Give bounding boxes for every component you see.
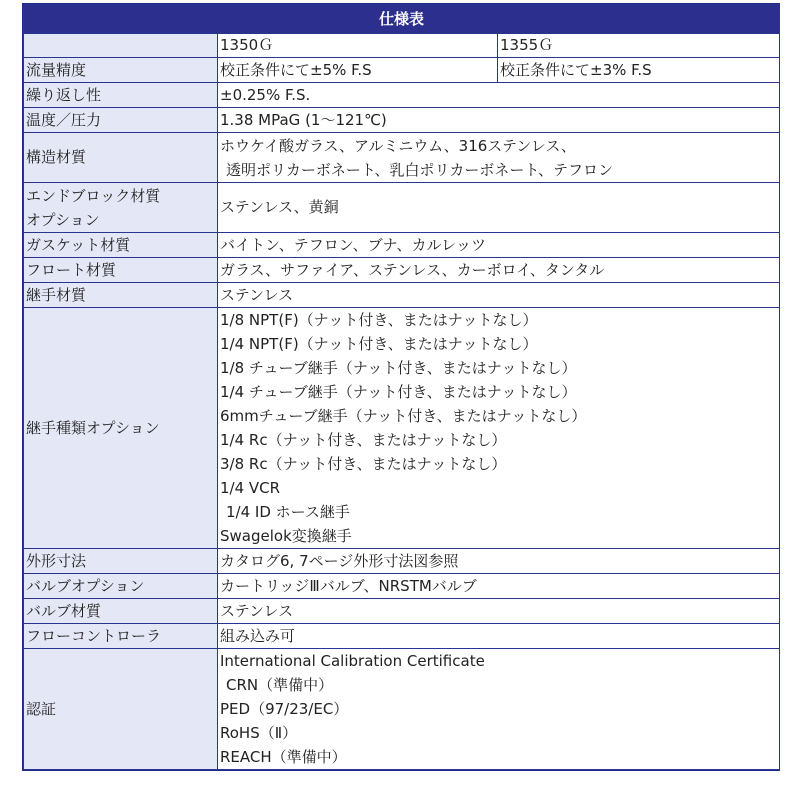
table-row <box>24 258 780 283</box>
end-block-label-line: オプション <box>26 210 100 229</box>
row-label-end-block <box>24 183 218 233</box>
spec-table-frame <box>22 3 780 771</box>
valve-options-value: カートリッジⅢバルブ、NRSTMバルブ <box>218 574 780 599</box>
table-row <box>24 599 780 624</box>
valve-material-value: ステンレス <box>218 599 780 624</box>
row-label-certification: 認証 <box>24 649 218 770</box>
table-row <box>24 58 780 83</box>
table-row <box>24 308 780 549</box>
dimensions-value: カタログ6, 7ページ外形寸法図参照 <box>218 549 780 574</box>
materials-line: ホウケイ酸ガラス、アルミニウム、316ステンレス、 <box>220 136 576 155</box>
fitting-material-value: ステンレス <box>218 283 780 308</box>
spec-table <box>23 4 780 770</box>
table-title: 仕様表 <box>24 5 780 34</box>
table-row <box>24 649 780 770</box>
row-label-repeatability: 繰り返し性 <box>24 83 218 108</box>
gasket-value: バイトン、テフロン、ブナ、カルレッツ <box>218 233 780 258</box>
table-row <box>24 624 780 649</box>
row-label-float: フロート材質 <box>24 258 218 283</box>
table-row <box>24 549 780 574</box>
table-row <box>24 133 780 183</box>
fitting-option-item: 1/8 NPT(F)（ナット付き、またはナットなし） <box>220 311 538 329</box>
table-title-row <box>24 5 780 34</box>
fitting-option-item: 1/8 チューブ継手（ナット付き、またはナットなし） <box>220 359 577 377</box>
fitting-option-item: 1/4 ID ホース継手 <box>226 503 350 521</box>
table-row <box>24 233 780 258</box>
certification-item: PED（97/23/EC） <box>220 700 349 718</box>
fitting-option-item: 1/4 Rc（ナット付き、またはナットなし） <box>220 431 507 449</box>
row-label-fitting-options: 継手種類オプション <box>24 308 218 549</box>
table-row <box>24 34 780 58</box>
row-label-dimensions: 外形寸法 <box>24 549 218 574</box>
model-1350g: 1350Ｇ <box>218 34 498 58</box>
table-row <box>24 283 780 308</box>
fitting-option-item: 6mmチューブ継手（ナット付き、またはナットなし） <box>220 407 587 425</box>
model-1355g: 1355Ｇ <box>498 34 780 58</box>
materials-value <box>218 133 780 183</box>
table-row <box>24 574 780 599</box>
end-block-value: ステンレス、黄銅 <box>218 183 780 233</box>
fitting-option-item: 3/8 Rc（ナット付き、またはナットなし） <box>220 455 507 473</box>
certification-item: International Calibration Certificate <box>220 652 485 670</box>
fitting-option-item: 1/4 チューブ継手（ナット付き、またはナットなし） <box>220 383 577 401</box>
end-block-label-line: エンドブロック材質 <box>26 186 161 205</box>
accuracy-1350g: 校正条件にて±5% F.S <box>218 58 498 83</box>
accuracy-1355g: 校正条件にて±3% F.S <box>498 58 780 83</box>
header-blank-cell <box>24 34 218 58</box>
row-label-temp-pressure: 温度／圧力 <box>24 108 218 133</box>
row-label-fitting-material: 継手材質 <box>24 283 218 308</box>
row-label-valve-options: バルブオプション <box>24 574 218 599</box>
repeatability-value: ±0.25% F.S. <box>218 83 780 108</box>
materials-line: 透明ポリカーボネート、乳白ポリカーボネート、テフロン <box>226 160 614 179</box>
certification-item: CRN（準備中） <box>226 676 334 694</box>
fitting-option-item: 1/4 VCR <box>220 479 281 497</box>
table-row <box>24 108 780 133</box>
flow-controller-value: 組み込み可 <box>218 624 780 649</box>
row-label-accuracy: 流量精度 <box>24 58 218 83</box>
row-label-valve-material: バルブ材質 <box>24 599 218 624</box>
row-label-gasket: ガスケット材質 <box>24 233 218 258</box>
float-value: ガラス、サファイア、ステンレス、カーボロイ、タンタル <box>218 258 780 283</box>
certification-item: RoHS（Ⅱ） <box>220 724 298 742</box>
fitting-options-value <box>218 308 780 549</box>
table-row <box>24 183 780 233</box>
certification-item: REACH（準備中） <box>220 748 347 766</box>
fitting-option-item: 1/4 NPT(F)（ナット付き、またはナットなし） <box>220 335 538 353</box>
fitting-option-item: Swagelok変換継手 <box>220 527 352 545</box>
temp-pressure-value: 1.38 MPaG (1～121℃) <box>218 108 780 133</box>
row-label-flow-controller: フローコントローラ <box>24 624 218 649</box>
table-row <box>24 83 780 108</box>
certification-value <box>218 649 780 770</box>
row-label-materials: 構造材質 <box>24 133 218 183</box>
